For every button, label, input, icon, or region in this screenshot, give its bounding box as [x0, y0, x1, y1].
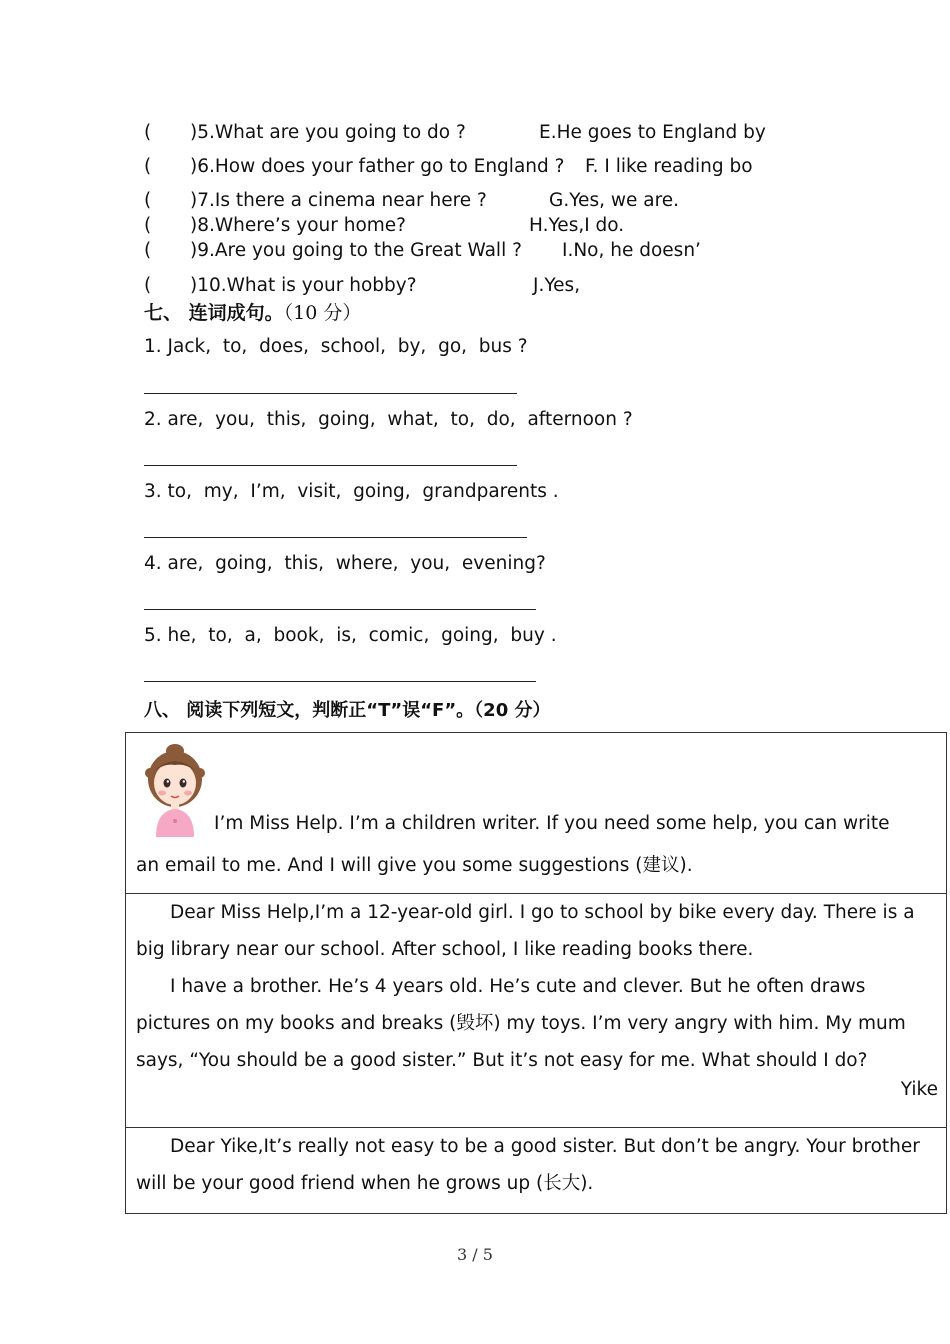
section8-title: 八、 阅读下列短文，判断正“T”误“F”。 — [144, 700, 475, 721]
letter2-paragraph-1: Dear Yike,It’s really not easy to be a good sister. But don’t be angry. Your brother will be your good friend when he grows up (长大). — [136, 1136, 920, 1194]
match-question: )6.How does your father go to England ? — [190, 156, 565, 177]
sentence-2: 2. are, you, this, going, what, to, do, afternoon ? — [144, 409, 633, 430]
intro-box — [125, 732, 947, 894]
sentence-4: 4. are, going, this, where, you, evening? — [144, 553, 546, 574]
letter1-paragraph-1: Dear Miss Help,I’m a 12-year-old girl. I go to school by bike every day. There is a big library near our school. After school, I like reading books there. — [136, 902, 915, 960]
section7-heading — [144, 298, 361, 325]
section8-heading — [144, 696, 551, 722]
girl-avatar-icon — [140, 741, 210, 837]
letter-box-reply — [125, 1127, 947, 1214]
answer-paren: ( — [144, 275, 152, 296]
match-answer: J.Yes, — [533, 275, 581, 296]
match-question: )5.What are you going to do ? — [190, 122, 466, 143]
answer-paren: ( — [144, 215, 152, 236]
intro-line-2: an email to me. And I will give you some suggestions (建议). — [136, 855, 693, 876]
match-question: )9.Are you going to the Great Wall ? — [190, 240, 522, 261]
match-answer: H.Yes,I do. — [529, 215, 625, 236]
match-question: )10.What is your hobby? — [190, 275, 417, 296]
match-answer: E.He goes to England by — [539, 122, 766, 143]
answer-paren: ( — [144, 122, 152, 143]
section8-score: （20 分） — [474, 700, 551, 721]
section7-score: （10 分） — [283, 302, 362, 324]
match-question: )8.Where’s your home? — [190, 215, 406, 236]
letter1-signature: Yike — [900, 1079, 938, 1100]
answer-line-2[interactable] — [144, 465, 517, 466]
intro-line-1: I’m Miss Help. I’m a children writer. If you need some help, you can write — [214, 813, 890, 834]
answer-paren: ( — [144, 240, 152, 261]
sentence-5: 5. he, to, a, book, is, comic, going, buy . — [144, 625, 557, 646]
sentence-3: 3. to, my, I’m, visit, going, grandparents . — [144, 481, 559, 502]
letter1-paragraph-2: I have a brother. He’s 4 years old. He’s cute and clever. But he often draws pictures on my books and breaks (毁坏) my toys. I’m very angry with him. My mum says, “You should be a good sister.” But it’s not easy for me. What should I do? — [136, 976, 906, 1071]
page-number: 3 / 5 — [457, 1245, 493, 1264]
match-question: )7.Is there a cinema near here ? — [190, 190, 487, 211]
match-answer: F. I like reading bo — [585, 156, 753, 177]
match-answer: I.No, he doesn’ — [562, 240, 701, 261]
match-answer: G.Yes, we are. — [549, 190, 680, 211]
sentence-1: 1. Jack, to, does, school, by, go, bus ? — [144, 336, 528, 357]
answer-line-3[interactable] — [144, 537, 527, 538]
answer-line-4[interactable] — [144, 609, 536, 610]
answer-paren: ( — [144, 190, 152, 211]
answer-paren: ( — [144, 156, 152, 177]
section7-title: 七、 连词成句。 — [144, 302, 284, 324]
answer-line-1[interactable] — [144, 393, 517, 394]
letter-box-yike — [125, 893, 947, 1128]
answer-line-5[interactable] — [144, 681, 536, 682]
